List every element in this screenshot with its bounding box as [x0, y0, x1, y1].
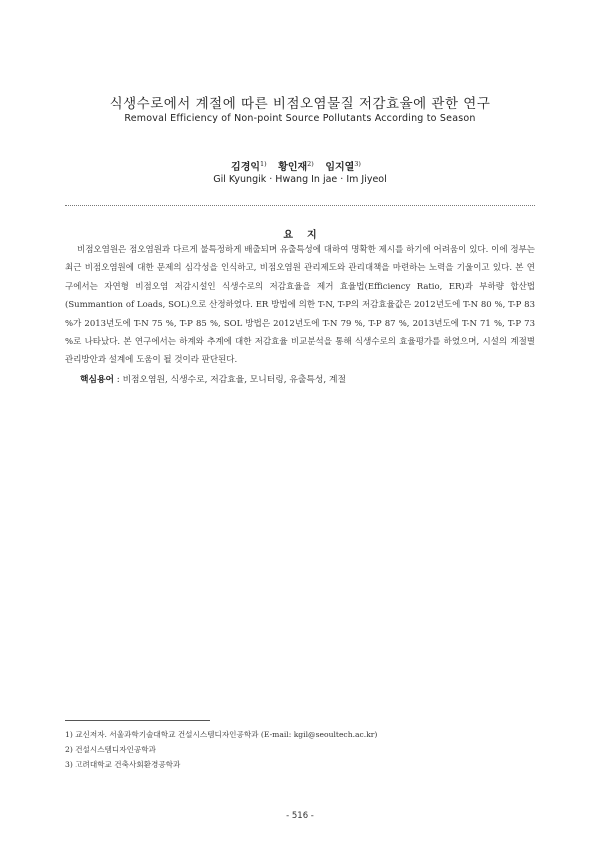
footnote-rule [65, 720, 210, 721]
footnote-mark: 3) [65, 760, 73, 769]
title-korean: 식생수로에서 계절에 따른 비점오염물질 저감효율에 관한 연구 [109, 96, 491, 112]
abstract-paragraph: 비점오염원은 점오염원과 다르게 불특정하게 배출되며 유출특성에 대하여 명확한 제시를 하기에 어려움이 있다. 이에 정부는 최근 비점오염원에 대한 문제의 심각성을 인식하고, 비점오염원 관리제도와 관리대책을 마련하는 노력을 기울이고 있다. 본 연구에서는 자연형 비점오염 저감시설인 식생수로의 저감효율을 제거 효율법(Efficiency Ratio, ER)과 부하량 합산법(Summantion of Loads, SOL)으로 산정하였다. ER 방법에 의한 T-N, T-P의 저감효율값은 2012년도에 T-N 80 %, T-P 83 %가 2013년도에 T-N 75 %, T-P 85 %, SOL 방법은 2012년도에 T-N 79 %, T-P 87 %, 2013년도에 T-N 71 %, T-P 73 %로 나타났다. 본 연구에서는 하계와 추계에 대한 저감효율 비교분석을 통해 식생수로의 효율평가를 하였으며, 시설의 계절별 관리방안과 설계에 도움이 될 것이라 판단된다. [65, 245, 535, 366]
footnote-item [65, 742, 535, 757]
author-affiliation-mark: 2) [307, 160, 314, 168]
keywords-label: 핵심용어 [80, 375, 114, 385]
keywords-list: 비점오염원, 식생수로, 저감효율, 모니터링, 유출특성, 계절 [122, 375, 346, 385]
footnote-text: 건설시스템디자인공학과 [75, 745, 156, 754]
section-divider [65, 205, 535, 206]
footnote-item [65, 757, 535, 772]
authors-english: Gil Kyungik · Hwang In jae · Im Jiyeol [213, 174, 387, 185]
footnote-mark: 2) [65, 745, 73, 754]
author-name: 임지열 [325, 162, 355, 173]
footnote-text: 고려대학교 건축사회환경공학과 [75, 760, 181, 769]
author-name: 김경익 [231, 162, 261, 173]
footnote-item [65, 727, 535, 742]
footnotes [65, 727, 535, 772]
footnote-text: 교신저자. 서울과학기술대학교 건설시스템디자인공학과 (E-mail: kgil@seoultech.ac.kr) [75, 730, 378, 739]
keywords [80, 372, 535, 385]
author-affiliation-mark: 3) [354, 160, 361, 168]
page-number: - 516 - [286, 811, 314, 821]
authors-korean [0, 158, 600, 173]
abstract-body [65, 241, 535, 370]
title-english: Removal Efficiency of Non-point Source Pollutants According to Season [124, 113, 476, 124]
keywords-separator: : [114, 375, 123, 385]
abstract-heading: 요지 [283, 230, 331, 241]
author-name: 황인재 [278, 162, 308, 173]
footnote-mark: 1) [65, 730, 73, 739]
author-affiliation-mark: 1) [260, 160, 267, 168]
